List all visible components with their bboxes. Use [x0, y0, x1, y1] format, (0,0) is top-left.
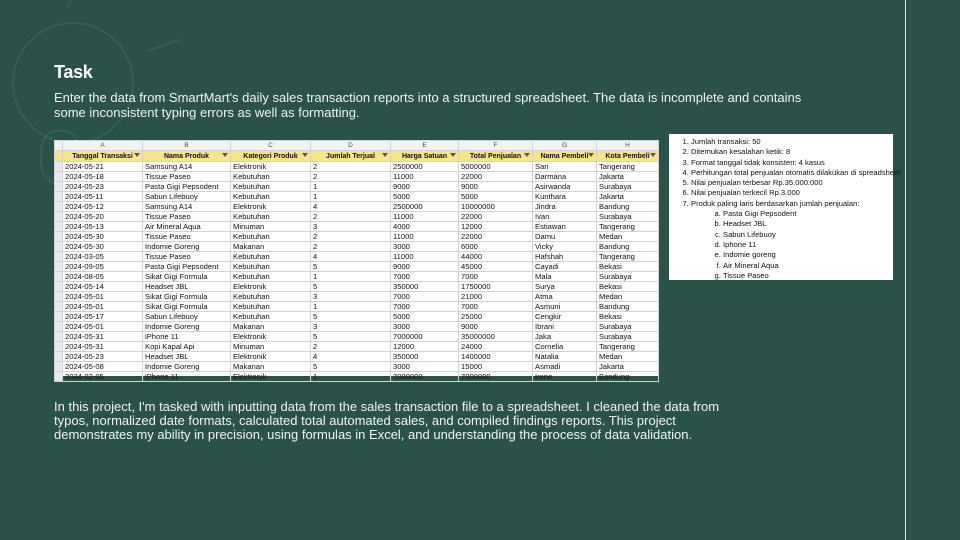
table-cell[interactable]: 2024-03-05: [63, 252, 143, 262]
table-cell[interactable]: 2024-05-13: [63, 222, 143, 232]
table-cell[interactable]: Jindra: [533, 202, 597, 212]
top-product-item: b. Headset JBL: [723, 219, 893, 229]
table-row: [55, 372, 659, 382]
table-cell[interactable]: 3: [311, 322, 391, 332]
table-cell[interactable]: Kebutuhan: [231, 312, 311, 322]
table-cell[interactable]: 2024-02-05: [63, 372, 143, 382]
table-cell[interactable]: Sikat Gigi Formula: [143, 272, 231, 282]
table-cell[interactable]: Tissue Paseo: [143, 252, 231, 262]
table-row: [55, 182, 659, 192]
filter-dropdown-icon[interactable]: [450, 153, 456, 157]
table-row: [55, 202, 659, 212]
column-header[interactable]: [231, 151, 311, 162]
table-cell[interactable]: Cornelia: [533, 342, 597, 352]
table-cell[interactable]: Sabun Lifebuoy: [143, 312, 231, 322]
table-cell[interactable]: Elektronik: [231, 372, 311, 382]
table-cell[interactable]: Sabun Lifebuoy: [143, 192, 231, 202]
finding-text: Jumlah transaksi: 50: [691, 137, 761, 146]
table-cell[interactable]: 11000: [391, 172, 459, 182]
table-cell[interactable]: 2024-05-01: [63, 302, 143, 312]
table-cell[interactable]: Ivan: [533, 212, 597, 222]
table-cell[interactable]: Surabaya: [597, 332, 659, 342]
row-gutter: [55, 302, 63, 312]
table-cell[interactable]: 4: [311, 252, 391, 262]
table-cell[interactable]: 10000000: [459, 202, 533, 212]
table-cell[interactable]: Indomie Goreng: [143, 362, 231, 372]
table-cell[interactable]: Jakarta: [597, 362, 659, 372]
table-cell[interactable]: 44000: [459, 252, 533, 262]
column-header[interactable]: [143, 151, 231, 162]
table-cell[interactable]: 2: [311, 162, 391, 172]
column-letter[interactable]: A: [63, 141, 143, 151]
table-cell[interactable]: 1750000: [459, 282, 533, 292]
table-cell[interactable]: 2024-05-31: [63, 332, 143, 342]
top-products-list: [691, 209, 893, 281]
table-cell[interactable]: Kebutuhan: [231, 192, 311, 202]
table-cell[interactable]: Bandung: [597, 202, 659, 212]
table-cell[interactable]: Medan: [597, 232, 659, 242]
finding-item: [691, 178, 893, 188]
table-cell[interactable]: Tangerang: [597, 222, 659, 232]
finding-item: [691, 199, 893, 281]
table-cell[interactable]: 2024-08-05: [63, 272, 143, 282]
table-cell[interactable]: 25000: [459, 312, 533, 322]
table-cell[interactable]: Air Mineral Aqua: [143, 222, 231, 232]
header-row: [55, 151, 659, 162]
table-cell[interactable]: 7000: [459, 302, 533, 312]
table-cell[interactable]: Makanan: [231, 322, 311, 332]
table-cell[interactable]: Kebutuhan: [231, 182, 311, 192]
table-cell[interactable]: Kebutuhan: [231, 252, 311, 262]
table-cell[interactable]: 2024-05-12: [63, 202, 143, 212]
row-gutter: [55, 252, 63, 262]
column-header-label: Nama Pembeli: [540, 152, 589, 160]
table-cell[interactable]: 1: [311, 182, 391, 192]
table-cell[interactable]: 2: [311, 342, 391, 352]
column-header[interactable]: [533, 151, 597, 162]
table-cell[interactable]: 35000000: [459, 332, 533, 342]
table-cell[interactable]: iPhone 11: [143, 372, 231, 382]
table-row: [55, 192, 659, 202]
column-header-label: Tanggal Transaksi: [72, 152, 133, 160]
table-cell[interactable]: Bekasi: [597, 282, 659, 292]
table-row: [55, 362, 659, 372]
table-cell[interactable]: 5: [311, 262, 391, 272]
table-cell[interactable]: Sikat Gigi Formula: [143, 292, 231, 302]
finding-item: [691, 158, 893, 168]
table-row: [55, 252, 659, 262]
table-row: [55, 322, 659, 332]
table-cell[interactable]: 2024-05-20: [63, 212, 143, 222]
table-cell[interactable]: Irene: [533, 372, 597, 382]
row-gutter: [55, 192, 63, 202]
table-cell[interactable]: 2024-05-14: [63, 282, 143, 292]
table-cell[interactable]: Ibrani: [533, 322, 597, 332]
table-cell[interactable]: 5000: [391, 312, 459, 322]
table-cell[interactable]: 3000: [391, 242, 459, 252]
table-cell[interactable]: Bandung: [597, 242, 659, 252]
top-product-item: e. Indomie goreng: [723, 250, 893, 260]
table-cell[interactable]: Tissue Paseo: [143, 172, 231, 182]
table-cell[interactable]: 11000: [391, 232, 459, 242]
decorative-ray: [148, 38, 181, 52]
table-row: [55, 262, 659, 272]
table-cell[interactable]: 15000: [459, 362, 533, 372]
table-cell[interactable]: Asmadi: [533, 362, 597, 372]
row-gutter: [55, 162, 63, 172]
table-cell[interactable]: 7000: [391, 292, 459, 302]
table-cell[interactable]: 22000: [459, 212, 533, 222]
table-cell[interactable]: Surya: [533, 282, 597, 292]
table-cell[interactable]: Mala: [533, 272, 597, 282]
table-row: [55, 312, 659, 322]
table-cell[interactable]: 1400000: [459, 352, 533, 362]
table-cell[interactable]: Tissue Paseo: [143, 232, 231, 242]
top-product-item: c. Sabun Lifebuoy: [723, 230, 893, 240]
top-product-item: f. Air Mineral Aqua: [723, 261, 893, 271]
table-row: [55, 242, 659, 252]
column-header-label: Jumlah Terjual: [326, 152, 375, 160]
filter-dropdown-icon[interactable]: [222, 153, 228, 157]
table-cell[interactable]: 11000: [391, 212, 459, 222]
table-cell[interactable]: Surabaya: [597, 322, 659, 332]
table-cell[interactable]: Tissue Paseo: [143, 212, 231, 222]
column-letter[interactable]: C: [231, 141, 311, 151]
table-row: [55, 172, 659, 182]
table-cell[interactable]: Samsung A14: [143, 202, 231, 212]
table-cell[interactable]: 350000: [391, 282, 459, 292]
column-letter[interactable]: E: [391, 141, 459, 151]
table-cell[interactable]: Cayadi: [533, 262, 597, 272]
column-letter[interactable]: F: [459, 141, 533, 151]
table-cell[interactable]: Minuman: [231, 222, 311, 232]
row-gutter: [55, 222, 63, 232]
table-cell[interactable]: Medan: [597, 292, 659, 302]
table-cell[interactable]: 1: [311, 192, 391, 202]
table-cell[interactable]: 4: [311, 352, 391, 362]
table-cell[interactable]: 2: [311, 232, 391, 242]
spreadsheet-screenshot: [54, 140, 658, 381]
table-cell[interactable]: 5: [311, 312, 391, 322]
table-cell[interactable]: 5: [311, 282, 391, 292]
table-cell[interactable]: Kebutuhan: [231, 212, 311, 222]
task-description: Enter the data from SmartMart's daily sales transaction reports into a structured spreadsheet. The data is incomplete and contains some inconsistent typing errors as well as formatting.: [54, 90, 802, 120]
decorative-ray: [65, 0, 79, 10]
row-gutter: [55, 212, 63, 222]
table-cell[interactable]: Surabaya: [597, 272, 659, 282]
table-cell[interactable]: Bekasi: [597, 312, 659, 322]
table-cell[interactable]: 11000: [391, 252, 459, 262]
table-cell[interactable]: 2024-05-18: [63, 172, 143, 182]
table-cell[interactable]: 2024-05-11: [63, 192, 143, 202]
row-gutter: [55, 322, 63, 332]
table-cell[interactable]: 9000: [459, 182, 533, 192]
top-product-item: d. Iphone 11: [723, 240, 893, 250]
table-cell[interactable]: Kopi Kapal Api: [143, 342, 231, 352]
row-gutter: [55, 332, 63, 342]
table-cell[interactable]: 3000: [391, 362, 459, 372]
top-product-item: g. Tissue Paseo: [723, 271, 893, 281]
findings-report: [669, 134, 901, 280]
table-cell[interactable]: 2024-05-30: [63, 232, 143, 242]
table-cell[interactable]: 24000: [459, 342, 533, 352]
top-product-item: a. Pasta Gigi Pepsodent: [723, 209, 893, 219]
right-divider-line: [905, 0, 906, 540]
table-cell[interactable]: 4000: [391, 222, 459, 232]
table-cell[interactable]: 7000000: [391, 332, 459, 342]
table-row: [55, 212, 659, 222]
table-cell[interactable]: 2024-05-01: [63, 292, 143, 302]
table-cell[interactable]: Makanan: [231, 362, 311, 372]
finding-text: Nilai penjualan terbesar Rp.35.000.000: [691, 178, 823, 188]
row-gutter: [55, 312, 63, 322]
table-cell[interactable]: 2024-05-31: [63, 342, 143, 352]
table-cell[interactable]: Elektronik: [231, 202, 311, 212]
table-row: [55, 292, 659, 302]
table-cell[interactable]: Headset JBL: [143, 282, 231, 292]
filter-dropdown-icon[interactable]: [524, 153, 530, 157]
column-header[interactable]: [311, 151, 391, 162]
table-cell[interactable]: 1: [311, 272, 391, 282]
table-cell[interactable]: Jaka: [533, 332, 597, 342]
table-cell[interactable]: Makanan: [231, 242, 311, 252]
row-gutter: [55, 151, 63, 162]
table-row: [55, 352, 659, 362]
row-gutter: [55, 262, 63, 272]
table-cell[interactable]: 9000: [459, 322, 533, 332]
table-cell[interactable]: Sikat Gigi Formula: [143, 302, 231, 312]
finding-text: Nilai penjualan terkecil Rp.3.000: [691, 188, 800, 198]
table-cell[interactable]: 4: [311, 202, 391, 212]
table-cell[interactable]: 7000000: [391, 372, 459, 382]
table-cell[interactable]: 2: [311, 212, 391, 222]
table-cell[interactable]: Kebutuhan: [231, 272, 311, 282]
table-cell[interactable]: iPhone 11: [143, 332, 231, 342]
table-cell[interactable]: Tangerang: [597, 252, 659, 262]
column-letter[interactable]: B: [143, 141, 231, 151]
finding-text: Produk paling laris berdasarkan jumlah penjualan:: [691, 198, 860, 208]
table-cell[interactable]: 5000000: [459, 162, 533, 172]
table-cell[interactable]: 7000: [391, 272, 459, 282]
table-cell[interactable]: 2500000: [391, 162, 459, 172]
table-cell[interactable]: 9000: [391, 262, 459, 272]
column-header[interactable]: [459, 151, 533, 162]
table-cell[interactable]: 3: [311, 222, 391, 232]
table-cell[interactable]: 2024-05-21: [63, 162, 143, 172]
table-cell[interactable]: Kebutuhan: [231, 262, 311, 272]
table-cell[interactable]: Damu: [533, 232, 597, 242]
row-gutter: [55, 272, 63, 282]
table-cell[interactable]: Samsung A14: [143, 162, 231, 172]
finding-item: [691, 147, 893, 157]
table-cell[interactable]: Indomie Goreng: [143, 242, 231, 252]
filter-dropdown-icon[interactable]: [382, 153, 388, 157]
table-cell[interactable]: 2024-05-01: [63, 322, 143, 332]
column-header-label: Kategori Produk: [243, 152, 298, 160]
table-cell[interactable]: 7000: [459, 272, 533, 282]
table-cell[interactable]: Sari: [533, 162, 597, 172]
finding-item: [691, 167, 901, 178]
table-cell[interactable]: 9000: [391, 182, 459, 192]
table-cell[interactable]: Elektronik: [231, 352, 311, 362]
table-cell[interactable]: 7000000: [459, 372, 533, 382]
table-cell[interactable]: 3000: [391, 322, 459, 332]
table-row: [55, 222, 659, 232]
table-cell[interactable]: Jakarta: [597, 192, 659, 202]
finding-text: Perhitungan total penjualan otomatis dilakukan di spreadsheet: [691, 167, 901, 177]
slide-title: Task: [54, 62, 93, 82]
table-cell[interactable]: 2024-05-23: [63, 182, 143, 192]
column-header-label: Kota Pembeli: [605, 152, 650, 160]
table-cell[interactable]: 1: [311, 372, 391, 382]
column-letter[interactable]: D: [311, 141, 391, 151]
table-cell[interactable]: 6000: [459, 242, 533, 252]
project-summary: In this project, I'm tasked with inputting data from the sales transaction file to a spreadsheet. I cleaned the data from typos, normalized date formats, calculated total automated sales, and compiled findings reports. This project demonstrates my ability in precision, using formulas in Excel, and understanding the process of data validation.: [54, 399, 720, 442]
table-cell[interactable]: 45000: [459, 262, 533, 272]
table-cell[interactable]: 350000: [391, 352, 459, 362]
table-cell[interactable]: 5: [311, 332, 391, 342]
table-row: [55, 302, 659, 312]
table-cell[interactable]: Tangerang: [597, 342, 659, 352]
table-cell[interactable]: Elektronik: [231, 162, 311, 172]
table-row: [55, 282, 659, 292]
column-letter[interactable]: G: [533, 141, 597, 151]
row-gutter: [55, 362, 63, 372]
row-gutter: [55, 372, 63, 382]
table-cell[interactable]: 5000: [459, 192, 533, 202]
finding-text: Format tanggal tidak konsisten: 4 kasus: [691, 157, 825, 167]
table-cell[interactable]: Headset JBL: [143, 352, 231, 362]
table-cell[interactable]: Elektronik: [231, 282, 311, 292]
findings-list: [669, 137, 901, 281]
row-gutter: [55, 292, 63, 302]
table-cell[interactable]: Minuman: [231, 342, 311, 352]
row-gutter: [55, 232, 63, 242]
table-cell[interactable]: 2024-05-23: [63, 352, 143, 362]
table-cell[interactable]: Natalia: [533, 352, 597, 362]
table-cell[interactable]: Medan: [597, 352, 659, 362]
decorative-bulb-outline: [12, 22, 134, 144]
finding-item: [691, 188, 893, 198]
table-cell[interactable]: Bandung: [597, 302, 659, 312]
table-cell[interactable]: Kunthara: [533, 192, 597, 202]
column-header-label: Harga Satuan: [401, 152, 448, 160]
table-cell[interactable]: 5000: [391, 192, 459, 202]
table-cell[interactable]: 2024-05-30: [63, 242, 143, 252]
table-cell[interactable]: Pasta Gigi Pepsodent: [143, 262, 231, 272]
filter-dropdown-icon[interactable]: [650, 153, 656, 157]
table-cell[interactable]: Jakarta: [597, 172, 659, 182]
row-gutter: [55, 202, 63, 212]
table-cell[interactable]: 3: [311, 292, 391, 302]
table-cell[interactable]: 21000: [459, 292, 533, 302]
table-cell[interactable]: 2024-05-17: [63, 312, 143, 322]
column-header[interactable]: [391, 151, 459, 162]
table-cell[interactable]: Kebutuhan: [231, 232, 311, 242]
table-cell[interactable]: Hafshah: [533, 252, 597, 262]
column-letter[interactable]: H: [597, 141, 659, 151]
row-gutter: [55, 172, 63, 182]
table-cell[interactable]: Bandung: [597, 372, 659, 382]
finding-item: [691, 137, 893, 147]
table-row: [55, 332, 659, 342]
table-cell[interactable]: Cengkir: [533, 312, 597, 322]
table-cell[interactable]: 12000: [391, 342, 459, 352]
row-gutter: [55, 141, 63, 151]
column-letter-row: [55, 141, 659, 151]
table-cell[interactable]: 12000: [459, 222, 533, 232]
table-cell[interactable]: 2500000: [391, 202, 459, 212]
finding-text: Ditemukan kesalahan ketik: 8: [691, 147, 791, 157]
row-gutter: [55, 242, 63, 252]
table-cell[interactable]: Surabaya: [597, 182, 659, 192]
table-cell[interactable]: 2024-09-05: [63, 262, 143, 272]
sales-transaction-table: [54, 140, 659, 382]
table-cell[interactable]: Kebutuhan: [231, 292, 311, 302]
table-cell[interactable]: 22000: [459, 172, 533, 182]
table-cell[interactable]: Atma: [533, 292, 597, 302]
table-row: [55, 162, 659, 172]
table-cell[interactable]: 2024-05-08: [63, 362, 143, 372]
column-header-label: Total Penjualan: [469, 152, 522, 160]
row-gutter: [55, 182, 63, 192]
table-cell[interactable]: Asmuni: [533, 302, 597, 312]
table-cell[interactable]: Vicky: [533, 242, 597, 252]
row-gutter: [55, 342, 63, 352]
table-row: [55, 232, 659, 242]
table-cell[interactable]: 22000: [459, 232, 533, 242]
row-gutter: [55, 282, 63, 292]
table-cell[interactable]: Darmana: [533, 172, 597, 182]
filter-dropdown-icon[interactable]: [134, 153, 140, 157]
column-header[interactable]: [63, 151, 143, 162]
table-cell[interactable]: Surabaya: [597, 212, 659, 222]
table-cell[interactable]: 7000: [391, 302, 459, 312]
row-gutter: [55, 352, 63, 362]
table-cell[interactable]: Elektronik: [231, 332, 311, 342]
table-cell[interactable]: 2: [311, 242, 391, 252]
table-cell[interactable]: Bekasi: [597, 262, 659, 272]
table-row: [55, 272, 659, 282]
table-cell[interactable]: Estiawan: [533, 222, 597, 232]
table-cell[interactable]: 5: [311, 362, 391, 372]
table-cell[interactable]: Asirwanda: [533, 182, 597, 192]
table-cell[interactable]: Tangerang: [597, 162, 659, 172]
column-header[interactable]: [597, 151, 659, 162]
table-cell[interactable]: 2: [311, 172, 391, 182]
filter-dropdown-icon[interactable]: [302, 153, 308, 157]
table-cell[interactable]: Kebutuhan: [231, 302, 311, 312]
filter-dropdown-icon[interactable]: [588, 153, 594, 157]
table-cell[interactable]: Indomie Goreng: [143, 322, 231, 332]
column-header-label: Nama Produk: [163, 152, 210, 160]
table-cell[interactable]: Kebutuhan: [231, 172, 311, 182]
table-cell[interactable]: Pasta Gigi Pepsodent: [143, 182, 231, 192]
table-row: [55, 342, 659, 352]
table-cell[interactable]: 1: [311, 302, 391, 312]
